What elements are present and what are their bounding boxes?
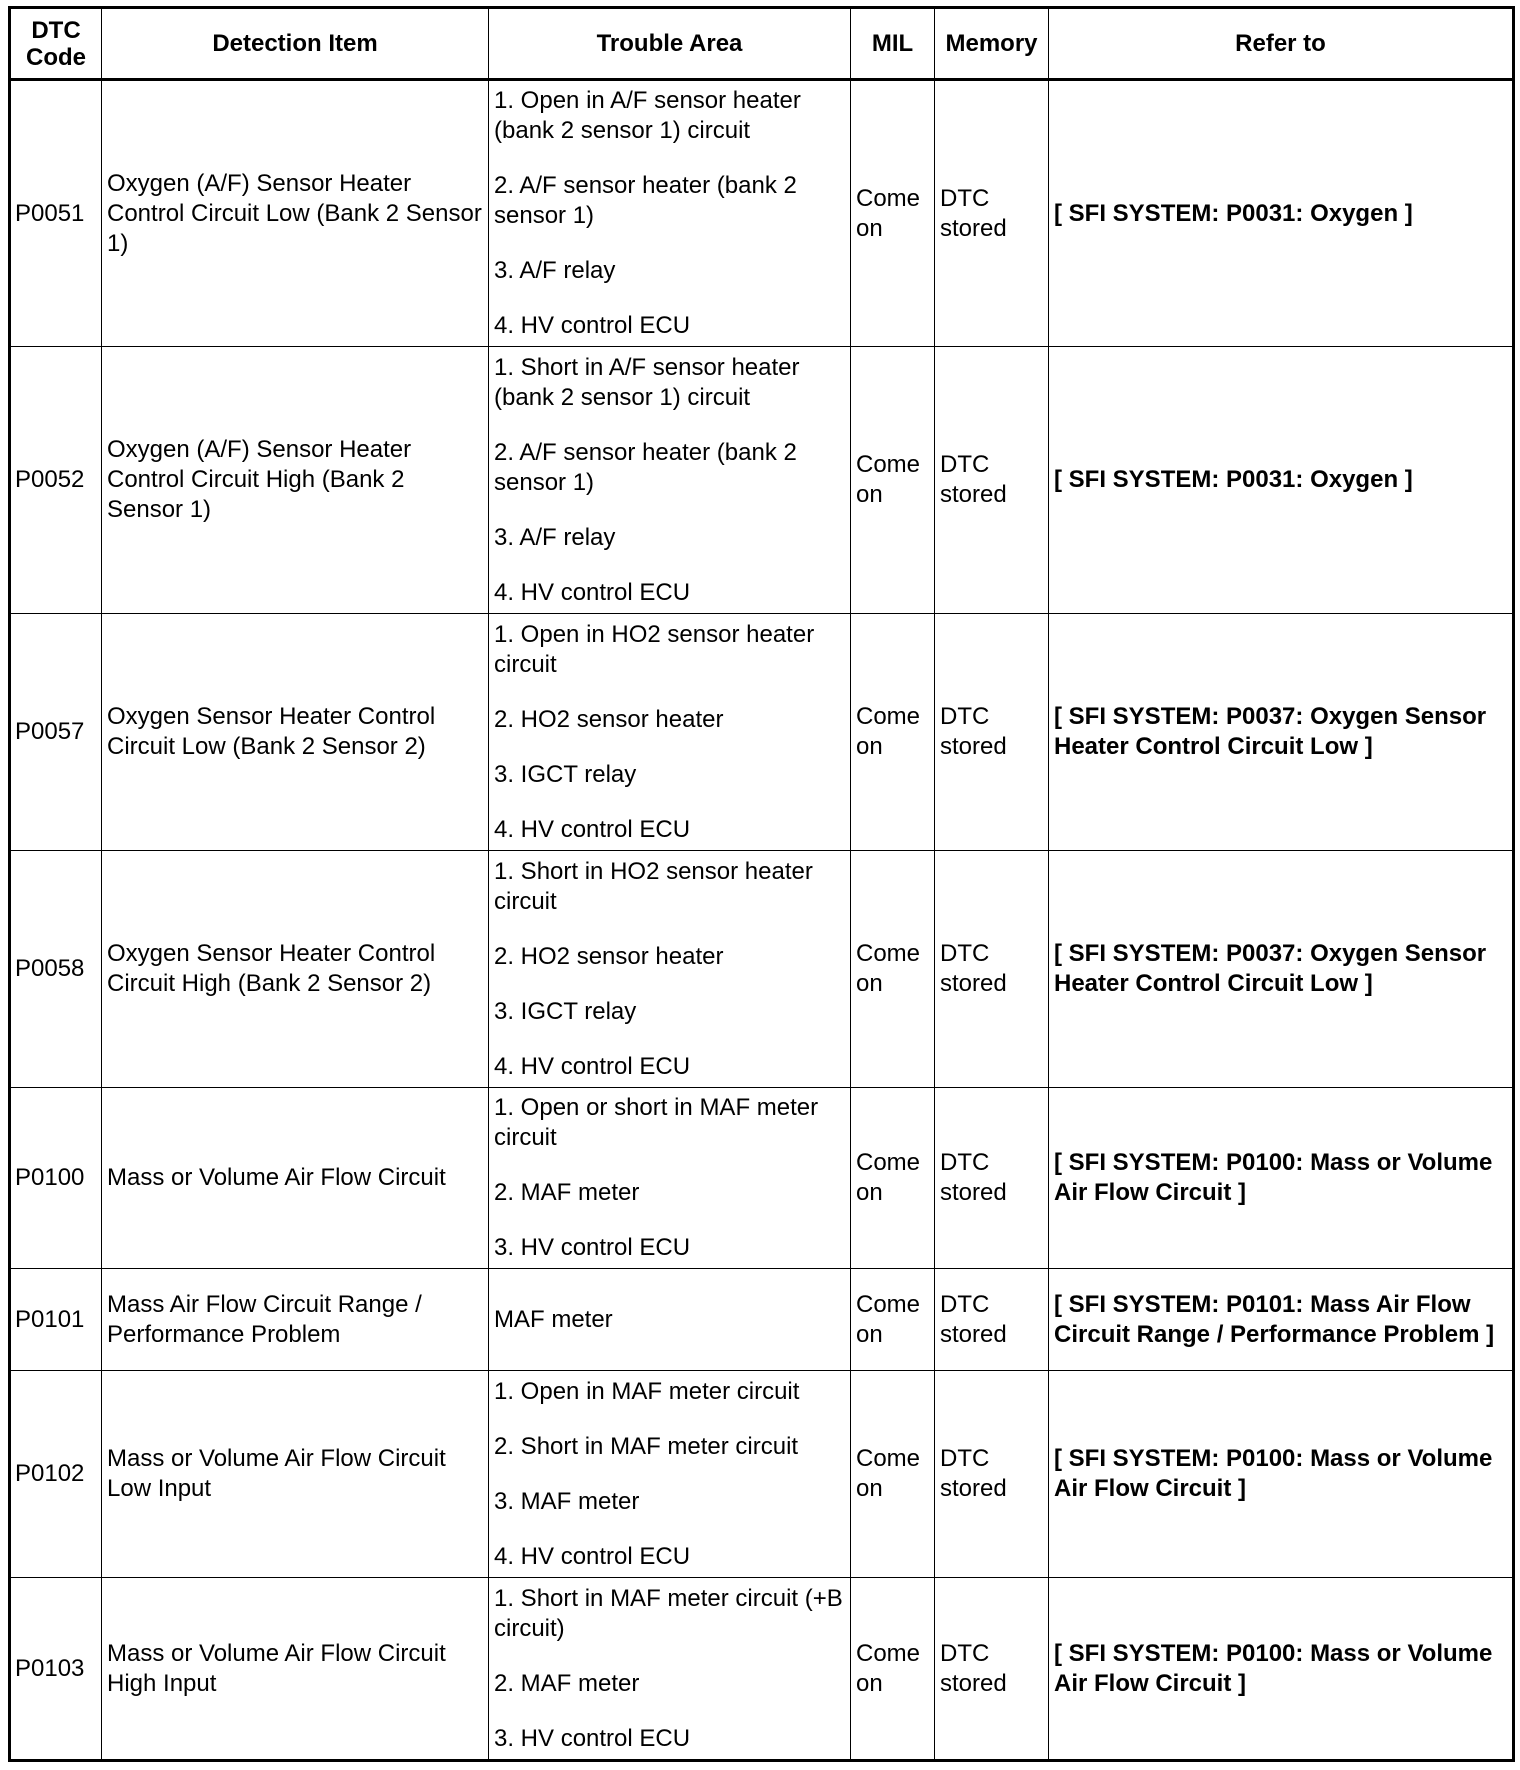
trouble-area-item: MAF meter: [494, 1305, 613, 1333]
header-row: [10, 8, 1514, 80]
trouble-area-item: 1. Open in MAF meter circuit: [494, 1377, 800, 1405]
detection-item-cell: Mass Air Flow Circuit Range / Performance Problem: [102, 1269, 489, 1371]
detection-item-cell: Oxygen (A/F) Sensor Heater Control Circuit High (Bank 2 Sensor 1): [102, 347, 489, 614]
mil-cell: Come on: [851, 614, 935, 851]
trouble-area-cell: [489, 851, 851, 1088]
detection-item-cell: Oxygen Sensor Heater Control Circuit Low (Bank 2 Sensor 2): [102, 614, 489, 851]
dtc-code-cell: P0100: [10, 1088, 102, 1269]
refer-to-cell: [ SFI SYSTEM: P0037: Oxygen Sensor Heater Control Circuit Low ]: [1049, 614, 1514, 851]
refer-to-cell: [ SFI SYSTEM: P0037: Oxygen Sensor Heater Control Circuit Low ]: [1049, 851, 1514, 1088]
trouble-area-item: 2. MAF meter: [494, 1669, 640, 1697]
trouble-area-item: 3. HV control ECU: [494, 1234, 691, 1261]
memory-cell: DTC stored: [935, 1269, 1049, 1371]
header-refer-to: Refer to: [1049, 8, 1514, 80]
trouble-area-item: 1. Open in HO2 sensor heater circuit: [494, 620, 815, 678]
refer-to-cell: [ SFI SYSTEM: P0100: Mass or Volume Air Flow Circuit ]: [1049, 1578, 1514, 1761]
trouble-area-item: 2. HO2 sensor heater: [494, 942, 724, 970]
dtc-code-cell: P0058: [10, 851, 102, 1088]
mil-cell: Come on: [851, 347, 935, 614]
dtc-code-cell: P0103: [10, 1578, 102, 1761]
header-trouble-area: Trouble Area: [489, 8, 851, 80]
mil-cell: Come on: [851, 1088, 935, 1269]
table-row: [10, 1371, 1514, 1578]
trouble-area-item: 2. A/F sensor heater (bank 2 sensor 1): [494, 172, 797, 229]
memory-cell: DTC stored: [935, 614, 1049, 851]
trouble-area-cell: [489, 1578, 851, 1761]
trouble-area-item: 1. Open or short in MAF meter circuit: [494, 1094, 819, 1151]
mil-cell: Come on: [851, 1371, 935, 1578]
table-row: [10, 1088, 1514, 1269]
refer-to-cell: [ SFI SYSTEM: P0031: Oxygen ]: [1049, 80, 1514, 347]
refer-to-cell: [ SFI SYSTEM: P0101: Mass Air Flow Circuit Range / Performance Problem ]: [1049, 1269, 1514, 1371]
refer-to-cell: [ SFI SYSTEM: P0100: Mass or Volume Air Flow Circuit ]: [1049, 1088, 1514, 1269]
dtc-code-cell: P0051: [10, 80, 102, 347]
detection-item-cell: Mass or Volume Air Flow Circuit Low Input: [102, 1371, 489, 1578]
trouble-area-item: 4. HV control ECU: [494, 1052, 691, 1080]
refer-to-cell: [ SFI SYSTEM: P0100: Mass or Volume Air Flow Circuit ]: [1049, 1371, 1514, 1578]
dtc-table: [8, 6, 1515, 1762]
memory-cell: DTC stored: [935, 1371, 1049, 1578]
dtc-code-cell: P0057: [10, 614, 102, 851]
trouble-area-item: 1. Short in A/F sensor heater (bank 2 sensor 1) circuit: [494, 353, 800, 411]
detection-item-cell: Oxygen Sensor Heater Control Circuit High (Bank 2 Sensor 2): [102, 851, 489, 1088]
table-row: [10, 80, 1514, 347]
mil-cell: Come on: [851, 80, 935, 347]
trouble-area-item: 3. IGCT relay: [494, 997, 637, 1025]
trouble-area-cell: [489, 347, 851, 614]
table-row: [10, 347, 1514, 614]
trouble-area-item: 2. A/F sensor heater (bank 2 sensor 1): [494, 438, 797, 496]
trouble-area-cell: [489, 1088, 851, 1269]
refer-to-cell: [ SFI SYSTEM: P0031: Oxygen ]: [1049, 347, 1514, 614]
detection-item-cell: Mass or Volume Air Flow Circuit: [102, 1088, 489, 1269]
header-dtc-code-line1: DTC: [31, 16, 81, 44]
mil-cell: Come on: [851, 1578, 935, 1761]
mil-cell: Come on: [851, 851, 935, 1088]
table-row: [10, 851, 1514, 1088]
trouble-area-item: 2. HO2 sensor heater: [494, 705, 724, 733]
table-row: [10, 614, 1514, 851]
memory-cell: DTC stored: [935, 1088, 1049, 1269]
trouble-area-item: 3. A/F relay: [494, 523, 616, 551]
trouble-area-item: 3. HV control ECU: [494, 1724, 691, 1752]
trouble-area-item: 4. HV control ECU: [494, 815, 691, 843]
trouble-area-item: 2. Short in MAF meter circuit: [494, 1432, 799, 1460]
table-row: [10, 1578, 1514, 1761]
trouble-area-item: 3. IGCT relay: [494, 760, 637, 788]
trouble-area-item: 4. HV control ECU: [494, 578, 691, 606]
trouble-area-cell: [489, 1269, 851, 1371]
header-dtc-code: [10, 8, 102, 80]
memory-cell: DTC stored: [935, 851, 1049, 1088]
trouble-area-cell: [489, 614, 851, 851]
trouble-area-item: 1. Open in A/F sensor heater (bank 2 sensor 1) circuit: [494, 87, 801, 144]
table-row: [10, 1269, 1514, 1371]
memory-cell: DTC stored: [935, 80, 1049, 347]
trouble-area-item: 3. MAF meter: [494, 1487, 640, 1515]
trouble-area-item: 1. Short in HO2 sensor heater circuit: [494, 857, 813, 915]
header-mil: MIL: [851, 8, 935, 80]
trouble-area-item: 4. HV control ECU: [494, 1542, 691, 1570]
header-memory: Memory: [935, 8, 1049, 80]
detection-item-cell: Mass or Volume Air Flow Circuit High Input: [102, 1578, 489, 1761]
detection-item-cell: Oxygen (A/F) Sensor Heater Control Circuit Low (Bank 2 Sensor 1): [102, 80, 489, 347]
dtc-code-cell: P0101: [10, 1269, 102, 1371]
trouble-area-cell: [489, 80, 851, 347]
header-detection-item: Detection Item: [102, 8, 489, 80]
mil-cell: Come on: [851, 1269, 935, 1371]
dtc-table-body: [10, 80, 1514, 1761]
trouble-area-item: 3. A/F relay: [494, 257, 616, 284]
dtc-code-cell: P0052: [10, 347, 102, 614]
memory-cell: DTC stored: [935, 1578, 1049, 1761]
header-dtc-code-line2: Code: [26, 43, 86, 71]
trouble-area-cell: [489, 1371, 851, 1578]
trouble-area-item: 4. HV control ECU: [494, 312, 691, 339]
dtc-code-cell: P0102: [10, 1371, 102, 1578]
trouble-area-item: 1. Short in MAF meter circuit (+B circuit): [494, 1584, 843, 1642]
trouble-area-item: 2. MAF meter: [494, 1179, 640, 1206]
memory-cell: DTC stored: [935, 347, 1049, 614]
